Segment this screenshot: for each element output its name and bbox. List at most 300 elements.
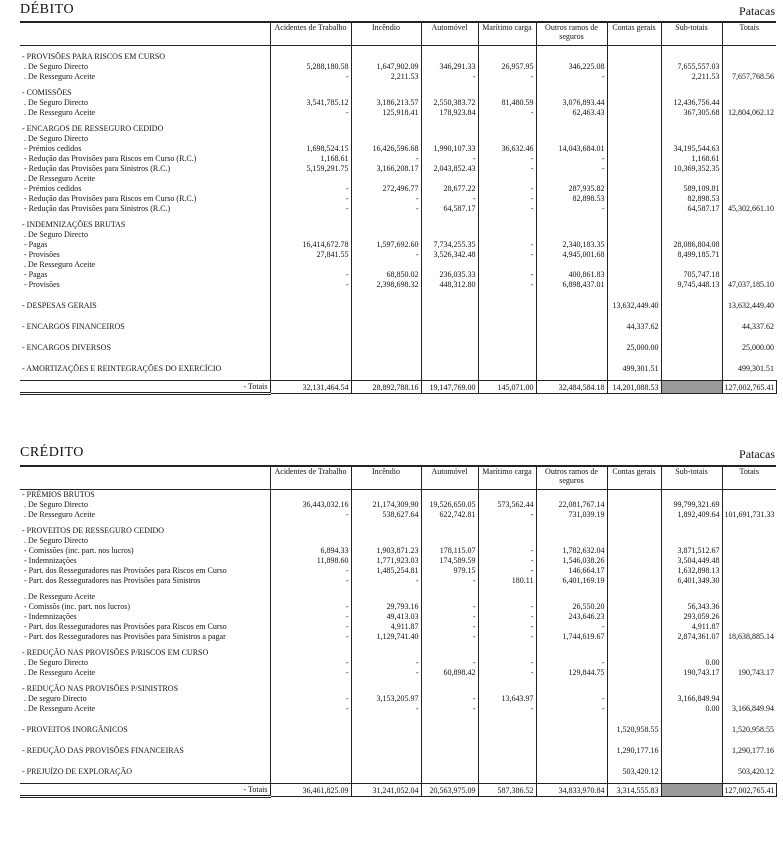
amount-cell: 503,420.12 [722, 767, 776, 777]
amount-cell: 1,168.61 [270, 154, 351, 164]
column-header: Outros ramos de seguros [536, 22, 607, 46]
amount-cell: 8,499,185.71 [661, 250, 722, 260]
amount-cell [421, 526, 478, 536]
spacer-cell [270, 290, 351, 301]
table-row [20, 343, 776, 353]
column-header: Acidentes de Trabalho [270, 466, 351, 490]
amount-cell: - [478, 566, 536, 576]
amount-cell: 47,037,185.10 [722, 280, 776, 290]
total-amount: 14,201,088.53 [607, 381, 661, 394]
totals-label: - Totais [20, 784, 270, 797]
amount-cell: 622,742.81 [421, 510, 478, 520]
row-label: - INDEMNIZAÇÕES BRUTAS [22, 220, 126, 229]
amount-cell [722, 194, 776, 204]
amount-cell: - [478, 612, 536, 622]
amount-cell [421, 322, 478, 332]
row-label: - Prémios cedidos [24, 184, 82, 193]
row-label: - Provisões [24, 280, 60, 289]
spacer-cell [661, 353, 722, 364]
amount-cell: 2,874,361.07 [661, 632, 722, 642]
row-label: - ENCARGOS DE RESSEGURO CEDIDO [22, 124, 164, 133]
amount-cell [536, 536, 607, 546]
spacer-cell [351, 353, 421, 364]
amount-cell [351, 220, 421, 230]
amount-cell [536, 364, 607, 374]
amount-cell: 2,340,183.35 [536, 240, 607, 250]
amount-cell [270, 767, 351, 777]
amount-cell [607, 260, 661, 270]
amount-cell: - [270, 270, 351, 280]
amount-cell [536, 592, 607, 602]
amount-cell [351, 648, 421, 658]
amount-cell: - [270, 612, 351, 622]
amount-cell [536, 648, 607, 658]
amount-cell: 190,743.17 [722, 668, 776, 678]
spacer-cell [661, 714, 722, 725]
amount-cell: 499,301.51 [722, 364, 776, 374]
amount-cell: 7,657,768.56 [722, 72, 776, 82]
row-label: - REDUÇÃO DAS PROVISÕES FINANCEIRAS [22, 746, 184, 755]
amount-cell: 174,589.59 [421, 556, 478, 566]
amount-cell [607, 500, 661, 510]
spacer-cell [607, 353, 661, 364]
spacer-row [20, 353, 776, 364]
amount-cell: 7,655,557.03 [661, 62, 722, 72]
amount-cell: 44,337.62 [722, 322, 776, 332]
amount-cell [536, 490, 607, 501]
column-header: Marítimo carga [478, 466, 536, 490]
spacer-row [20, 332, 776, 343]
amount-cell [722, 694, 776, 704]
amount-cell: - [270, 510, 351, 520]
amount-cell [421, 490, 478, 501]
amount-cell: - [478, 632, 536, 642]
amount-cell: 18,638,885.14 [722, 632, 776, 642]
amount-cell [421, 220, 478, 230]
table-row [20, 526, 776, 536]
amount-cell: 10,369,352.35 [661, 164, 722, 174]
amount-cell [478, 536, 536, 546]
amount-cell: 1,744,619.67 [536, 632, 607, 642]
amount-cell: 346,291.33 [421, 62, 478, 72]
amount-cell [421, 592, 478, 602]
amount-cell [478, 52, 536, 62]
table-row [20, 592, 776, 602]
amount-cell [270, 648, 351, 658]
amount-cell: - [270, 668, 351, 678]
amount-cell: 49,413.03 [351, 612, 421, 622]
amount-cell: 26,957.95 [478, 62, 536, 72]
amount-cell: 1,485,254.81 [351, 566, 421, 576]
amount-cell [270, 343, 351, 353]
amount-cell: 705,747.18 [661, 270, 722, 280]
amount-cell: 34,195,544.63 [661, 144, 722, 154]
row-label: - Comissõs (inc. part. nos lucros) [24, 602, 130, 611]
total-amount: 587,386.52 [478, 784, 536, 797]
spacer-cell [722, 735, 776, 746]
amount-cell: 2,550,383.72 [421, 98, 478, 108]
amount-cell [722, 220, 776, 230]
table-row [20, 725, 776, 735]
amount-cell [270, 88, 351, 98]
spacer-cell [20, 756, 270, 767]
amount-cell: - [478, 668, 536, 678]
amount-cell [351, 322, 421, 332]
amount-cell: 178,923.84 [421, 108, 478, 118]
amount-cell: - [351, 154, 421, 164]
amount-cell [351, 526, 421, 536]
amount-cell [607, 566, 661, 576]
amount-cell [607, 52, 661, 62]
row-label: . De Resseguro Aceite [24, 260, 96, 269]
amount-cell [270, 134, 351, 144]
amount-cell [478, 174, 536, 184]
column-header: Contas gerais [607, 22, 661, 46]
table-row [20, 144, 776, 154]
amount-cell: 4,911.87 [661, 622, 722, 632]
amount-cell [351, 592, 421, 602]
spacer-cell [722, 714, 776, 725]
amount-cell: - [351, 668, 421, 678]
amount-cell [722, 240, 776, 250]
amount-cell [722, 88, 776, 98]
amount-cell [270, 684, 351, 694]
amount-cell [478, 220, 536, 230]
credit-table [20, 465, 777, 798]
amount-cell: 26,550.20 [536, 602, 607, 612]
amount-cell: - [536, 204, 607, 214]
row-label: - ENCARGOS FINANCEIROS [22, 322, 125, 331]
row-label: - Indemnizações [24, 556, 77, 565]
table-row [20, 746, 776, 756]
spacer-row [20, 735, 776, 746]
amount-cell [270, 301, 351, 311]
table-row [20, 240, 776, 250]
spacer-cell [478, 353, 536, 364]
row-label: . De Resseguro Aceite [24, 668, 96, 677]
spacer-cell [607, 311, 661, 322]
amount-cell [351, 230, 421, 240]
row-label: - PRÉMIOS BRUTOS [22, 490, 95, 499]
column-header: Automóvel [421, 22, 478, 46]
amount-cell: 62,463.43 [536, 108, 607, 118]
total-amount: 19,147,769.00 [421, 381, 478, 394]
amount-cell [607, 546, 661, 556]
amount-cell: - [421, 622, 478, 632]
spacer-cell [661, 311, 722, 322]
spacer-cell [661, 332, 722, 343]
amount-cell: 243,646.23 [536, 612, 607, 622]
amount-cell: - [270, 658, 351, 668]
amount-cell [607, 144, 661, 154]
amount-cell: 499,301.51 [607, 364, 661, 374]
amount-cell: - [351, 658, 421, 668]
amount-cell [661, 124, 722, 134]
amount-cell: 5,288,180.58 [270, 62, 351, 72]
amount-cell: 64,587.17 [421, 204, 478, 214]
table-row [20, 52, 776, 62]
row-label: - Part. dos Resseguradores nas Provisões para Riscos em Curso [24, 566, 227, 575]
spacer-cell [351, 735, 421, 746]
table-row [20, 668, 776, 678]
amount-cell: 1,632,898.13 [661, 566, 722, 576]
amount-cell: 293,059.26 [661, 612, 722, 622]
amount-cell: - [270, 694, 351, 704]
amount-cell [722, 566, 776, 576]
total-amount: 127,002,765.41 [722, 784, 776, 797]
amount-cell: 3,153,205.97 [351, 694, 421, 704]
amount-cell: 573,562.44 [478, 500, 536, 510]
amount-cell [607, 72, 661, 82]
amount-cell: 36,443,032.16 [270, 500, 351, 510]
row-label: . De Resseguro Aceite [24, 174, 96, 183]
table-row [20, 270, 776, 280]
spacer-cell [536, 332, 607, 343]
table-row [20, 204, 776, 214]
amount-cell: 367,305.68 [661, 108, 722, 118]
column-header: Totais [722, 22, 776, 46]
spacer-row [20, 714, 776, 725]
row-label: - Prémios cedidos [24, 144, 82, 153]
amount-cell: 1,782,632.04 [536, 546, 607, 556]
spacer-cell [536, 756, 607, 767]
row-label: - Redução das Provisões para Sinistros (R.C.) [24, 204, 171, 213]
amount-cell: 68,850.02 [351, 270, 421, 280]
spacer-cell [20, 735, 270, 746]
amount-cell: 16,426,596.68 [351, 144, 421, 154]
row-label: . De Resseguro Aceite [24, 108, 96, 117]
amount-cell: - [421, 576, 478, 586]
spacer-cell [536, 290, 607, 301]
table-row [20, 62, 776, 72]
amount-cell [270, 322, 351, 332]
amount-cell [421, 364, 478, 374]
amount-cell [661, 322, 722, 332]
amount-cell: 129,844.75 [536, 668, 607, 678]
row-label: - PROVEITOS INORGÂNICOS [22, 725, 128, 734]
spacer-cell [421, 353, 478, 364]
table-row [20, 230, 776, 240]
row-label: . De Seguro Directo [24, 536, 88, 545]
spacer-cell [351, 756, 421, 767]
amount-cell [607, 622, 661, 632]
amount-cell [607, 88, 661, 98]
spacer-row [20, 756, 776, 767]
amount-cell: - [421, 612, 478, 622]
row-label: - DESPESAS GERAIS [22, 301, 97, 310]
table-row [20, 220, 776, 230]
amount-cell [270, 490, 351, 501]
amount-cell: 1,990,107.33 [421, 144, 478, 154]
table-row [20, 500, 776, 510]
spacer-row [20, 290, 776, 301]
amount-cell: - [421, 602, 478, 612]
amount-cell [421, 124, 478, 134]
amount-cell: 3,871,512.67 [661, 546, 722, 556]
total-amount: 20,563,975.09 [421, 784, 478, 797]
spacer-cell [722, 290, 776, 301]
spacer-cell [607, 332, 661, 343]
amount-cell [722, 684, 776, 694]
amount-cell: 731,039.19 [536, 510, 607, 520]
amount-cell [607, 684, 661, 694]
amount-cell: - [478, 204, 536, 214]
amount-cell [351, 725, 421, 735]
amount-cell: - [270, 108, 351, 118]
amount-cell [722, 52, 776, 62]
amount-cell [607, 694, 661, 704]
amount-cell: - [478, 154, 536, 164]
amount-cell [722, 526, 776, 536]
totals-row [20, 784, 776, 797]
amount-cell [661, 134, 722, 144]
table-row [20, 134, 776, 144]
amount-cell: - [351, 250, 421, 260]
amount-cell: - [270, 622, 351, 632]
amount-cell: 82,898.53 [536, 194, 607, 204]
table-row [20, 632, 776, 642]
amount-cell [478, 88, 536, 98]
spacer-cell [351, 290, 421, 301]
amount-cell: 6,401,349.30 [661, 576, 722, 586]
table-row [20, 164, 776, 174]
column-header: Sub-totais [661, 22, 722, 46]
amount-cell: 1,698,524.15 [270, 144, 351, 154]
amount-cell: 27,841.55 [270, 250, 351, 260]
amount-cell: - [270, 72, 351, 82]
table-row [20, 280, 776, 290]
spacer-cell [270, 735, 351, 746]
amount-cell: - [536, 622, 607, 632]
table-row [20, 301, 776, 311]
amount-cell [270, 746, 351, 756]
amount-cell [661, 52, 722, 62]
spacer-row [20, 311, 776, 322]
debit-section-title: DÉBITO [20, 2, 75, 17]
amount-cell [607, 230, 661, 240]
table-row [20, 88, 776, 98]
table-row [20, 694, 776, 704]
spacer-cell [661, 756, 722, 767]
column-header: Sub-totais [661, 466, 722, 490]
total-amount: 28,892,788.16 [351, 381, 421, 394]
row-label: - Part. dos Resseguradores nas Provisões para Riscos em Curso [24, 622, 227, 631]
amount-cell [722, 164, 776, 174]
amount-cell [270, 52, 351, 62]
amount-cell [607, 164, 661, 174]
spacer-cell [270, 353, 351, 364]
amount-cell [607, 576, 661, 586]
row-label: . De Seguro Directo [24, 230, 88, 239]
amount-cell: - [351, 704, 421, 714]
amount-cell [661, 592, 722, 602]
amount-cell [661, 220, 722, 230]
spacer-cell [20, 290, 270, 301]
amount-cell: - [478, 108, 536, 118]
amount-cell [270, 220, 351, 230]
column-header: Incêndio [351, 466, 421, 490]
amount-cell [478, 260, 536, 270]
column-header: Acidentes de Trabalho [270, 22, 351, 46]
amount-cell [661, 684, 722, 694]
amount-cell [421, 52, 478, 62]
total-amount: 36,461,825.09 [270, 784, 351, 797]
amount-cell [351, 52, 421, 62]
amount-cell: 11,898.60 [270, 556, 351, 566]
table-row [20, 154, 776, 164]
amount-cell [722, 490, 776, 501]
amount-cell [421, 301, 478, 311]
spacer-cell [478, 714, 536, 725]
amount-cell: 4,945,001.68 [536, 250, 607, 260]
amount-cell: 28,086,804.08 [661, 240, 722, 250]
amount-cell: 146,664.17 [536, 566, 607, 576]
amount-cell [607, 658, 661, 668]
amount-cell: 1,597,692.60 [351, 240, 421, 250]
spacer-cell [536, 735, 607, 746]
amount-cell [607, 668, 661, 678]
amount-cell: - [270, 566, 351, 576]
amount-cell: - [351, 194, 421, 204]
spacer-cell [478, 332, 536, 343]
amount-cell: 272,496.77 [351, 184, 421, 194]
table-row [20, 546, 776, 556]
amount-cell [351, 746, 421, 756]
amount-cell: 3,504,449.48 [661, 556, 722, 566]
amount-cell [607, 250, 661, 260]
amount-cell [421, 725, 478, 735]
row-label: - REDUÇÃO NAS PROVISÕES P/RISCOS EM CURSO [22, 648, 209, 657]
row-label: . De Seguro Directo [24, 658, 88, 667]
amount-cell: 64,587.17 [661, 204, 722, 214]
amount-cell [722, 62, 776, 72]
amount-cell: - [478, 164, 536, 174]
amount-cell: 125,918.41 [351, 108, 421, 118]
amount-cell: - [478, 250, 536, 260]
amount-cell: - [478, 184, 536, 194]
amount-cell [607, 704, 661, 714]
spacer-cell [661, 735, 722, 746]
amount-cell [270, 536, 351, 546]
amount-cell: - [478, 658, 536, 668]
table-row [20, 184, 776, 194]
amount-cell [536, 343, 607, 353]
spacer-cell [421, 714, 478, 725]
amount-cell: 44,337.62 [607, 322, 661, 332]
spacer-cell [20, 714, 270, 725]
spacer-cell [661, 290, 722, 301]
amount-cell: 287,935.82 [536, 184, 607, 194]
row-label: - Redução das Provisões para Sinistros (R.C.) [24, 164, 171, 173]
table-row [20, 490, 776, 501]
amount-cell: 6,894.33 [270, 546, 351, 556]
table-row [20, 194, 776, 204]
amount-cell: - [351, 576, 421, 586]
spacer-cell [607, 735, 661, 746]
amount-cell [536, 746, 607, 756]
amount-cell [351, 364, 421, 374]
amount-cell: 13,643.97 [478, 694, 536, 704]
row-label: - COMISSÕES [22, 88, 72, 97]
amount-cell: - [478, 546, 536, 556]
amount-cell [351, 134, 421, 144]
row-label: - Indemnizações [24, 612, 77, 621]
amount-cell: - [478, 704, 536, 714]
amount-cell [478, 364, 536, 374]
total-amount [661, 381, 722, 394]
amount-cell: - [270, 194, 351, 204]
amount-cell: - [478, 240, 536, 250]
